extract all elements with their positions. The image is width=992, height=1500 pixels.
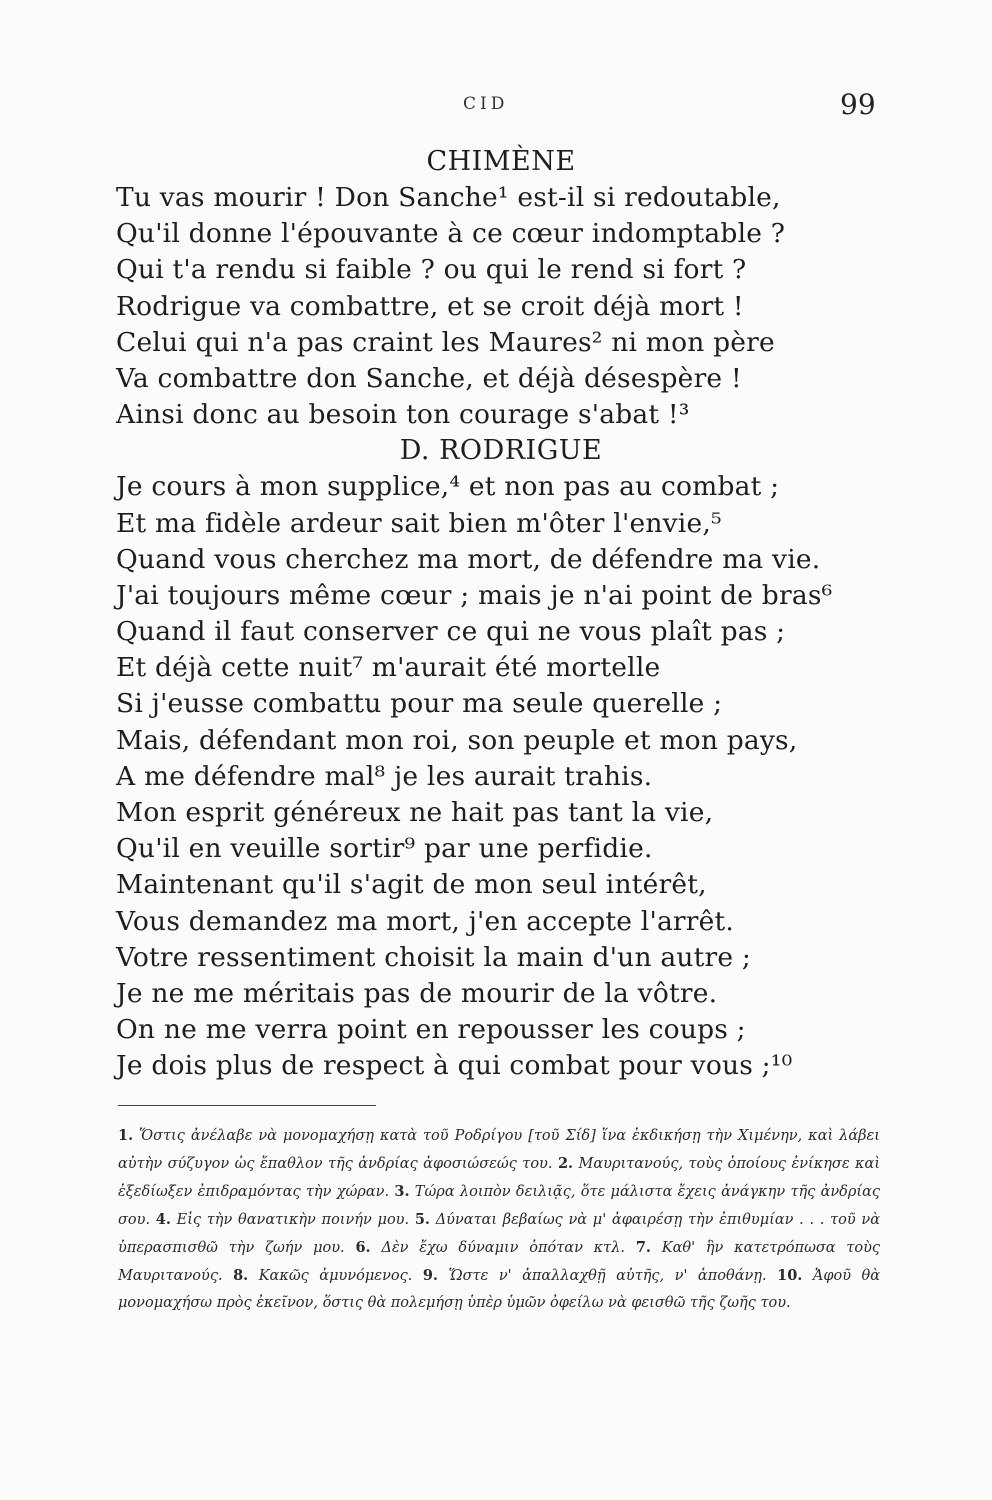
verse-line: Mon esprit généreux ne hait pas tant la vie, [116, 797, 714, 828]
footnote-text: Δὲν ἔχω δύναμιν ὁπόταν κτλ. [381, 1240, 626, 1256]
footnote-text: Ὥστε ν' ἀπαλλαχθῇ αὐτῆς, ν' ἀποθάνῃ. [448, 1268, 767, 1284]
footnote-text: Ἀφοῦ θὰ μονομαχήσω πρὸς ἐκεῖνον, ὅστις θὰ πολεμήσῃ ὑπὲρ ὑμῶν ὀφείλω νὰ φεισθῶ τῆς ζωῆς του. [118, 1268, 881, 1311]
footnote-text: Τώρα λοιπὸν δειλιᾷς, ὅτε μάλιστα ἔχεις ἀνάγκην τῆς ἀνδρίας σου. [118, 1184, 881, 1228]
footnote-number: 7. [635, 1239, 651, 1256]
footnote-text: Ὅστις ἀνέλαβε νὰ μονομαχήσῃ κατὰ τοῦ Ροδρίγου [τοῦ Σίδ] ἵνα ἐκδικήσῃ τὴν Χιμένην, καὶ λάβει αὐτὴν σύζυγον ὡς ἔπαθλον τῆς ἀνδρίας ἀφοσιώσεώς του. [118, 1128, 880, 1172]
footnote-number: 8. [233, 1267, 249, 1284]
verse-line: On ne me verra point en repousser les coups ; [116, 1014, 746, 1046]
verse-line: Quand vous cherchez ma mort, de défendre ma vie. [116, 543, 821, 575]
verse-line: Mais, défendant mon roi, son peuple et mon pays, [116, 724, 798, 756]
speaker-name: D. RODRIGUE [399, 435, 603, 467]
verse-line: Quand il faut conserver ce qui ne vous plaît pas ; [116, 616, 786, 648]
page-number: 99 [840, 88, 876, 121]
footnote-number: 3. [394, 1183, 410, 1200]
verse-line: Je ne me méritais pas de mourir de la vôtre. [116, 977, 718, 1009]
verse-line: Rodrigue va combattre, et se croit déjà mort ! [116, 290, 744, 322]
verse-line: Et ma fidèle ardeur sait bien m'ôter l'envie,⁵ [116, 507, 722, 539]
footnote-number: 10. [777, 1267, 803, 1284]
verse-line: Votre ressentiment choisit la main d'un autre ; [116, 941, 751, 973]
verse-line: A me défendre mal⁸ je les aurait trahis. [116, 760, 653, 792]
footnote-number: 2. [557, 1155, 574, 1172]
footnote-text: Καθ' ἣν κατετρόπωσα τοὺς Μαυριτανούς. [118, 1240, 881, 1284]
running-title: CID [463, 94, 509, 114]
verse-line: Qu'il en veuille sortir⁹ par une perfidie. [116, 833, 653, 865]
verse-line: Celui qui n'a pas craint les Maures² ni mon père [116, 326, 775, 358]
speech-chimene [116, 144, 856, 433]
verse-line: Et déjà cette nuit⁷ m'aurait été mortelle [116, 652, 661, 684]
verse-line: Qui t'a rendu si faible ? ou qui le rend si fort ? [116, 254, 747, 286]
running-head [0, 88, 992, 120]
footnote-rule [118, 1105, 376, 1106]
footnote-number: 1. [118, 1127, 134, 1144]
footnote-text: Κακῶς ἀμυνόμενος. [258, 1268, 413, 1284]
verse-line: Ainsi donc au besoin ton courage s'abat !³ [116, 399, 690, 431]
footnote-number: 9. [422, 1267, 438, 1284]
verse-line: Vous demandez ma mort, j'en accepte l'arrêt. [116, 905, 735, 937]
verse-line: Je cours à mon supplice,⁴ et non pas au combat ; [116, 471, 780, 503]
footnote-number: 6. [355, 1239, 371, 1256]
verse-line: Je dois plus de respect à qui combat pour vous ;¹⁰ [116, 1050, 793, 1082]
footnote-text: Μαυριτανούς, τοὺς ὁποίους ἐνίκησε καὶ ἐξεδίωξεν ἐπιδραμόντας τὴν χώραν. [118, 1156, 881, 1200]
verse-text [116, 144, 856, 1085]
footnote-number: 5. [414, 1211, 430, 1228]
verse-line: Tu vas mourir ! Don Sanche¹ est-il si redoutable, [116, 182, 781, 213]
speech-rodrigue [116, 433, 856, 1084]
footnote-text: Εἰς τὴν θανατικὴν ποινήν μου. [176, 1212, 410, 1228]
verse-line: Si j'eusse combattu pour ma seule querelle ; [116, 688, 723, 720]
footnotes [118, 1122, 880, 1317]
verse-line: Qu'il donne l'épouvante à ce cœur indomptable ? [116, 218, 786, 250]
speaker-name: CHIMÈNE [426, 146, 576, 177]
verse-line: Maintenant qu'il s'agit de mon seul intérêt, [116, 869, 707, 901]
footnote-text: Δύναται βεβαίως νὰ μ' ἀφαιρέσῃ τὴν ἐπιθυμίαν . . . τοῦ νὰ ὑπερασπισθῶ τὴν ζωήν μου. [118, 1212, 881, 1256]
verse-line: Va combattre don Sanche, et déjà désespère ! [116, 362, 742, 394]
verse-line: J'ai toujours même cœur ; mais je n'ai point de bras⁶ [116, 579, 833, 611]
footnote-number: 4. [155, 1211, 171, 1228]
